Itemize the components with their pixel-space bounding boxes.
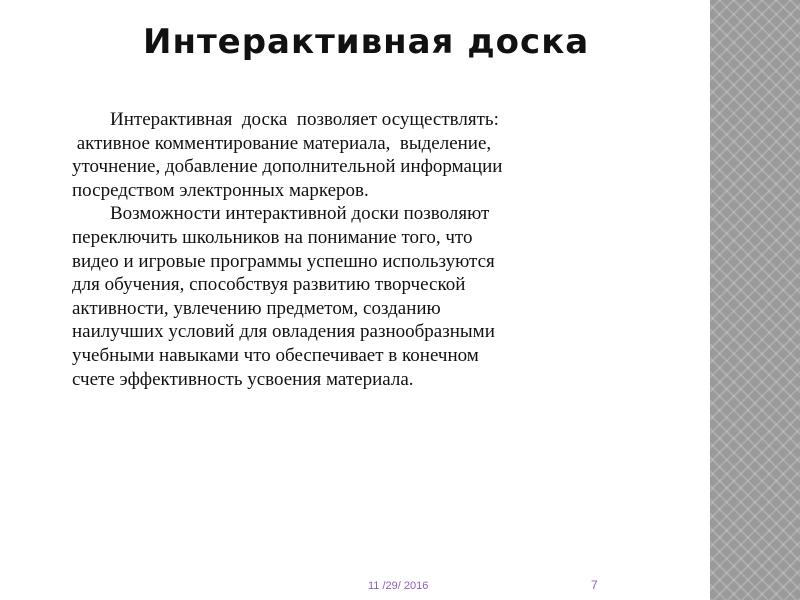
- text-line: Возможности интерактивной доски позволяют: [72, 203, 490, 225]
- slide-body: [72, 108, 652, 391]
- paragraph-2: [72, 202, 652, 391]
- text-line: наилучших условий для овладения разнообразными: [72, 321, 495, 343]
- slide-title: Интерактивная доска: [143, 22, 590, 62]
- text-line: переключить школьников на понимание того, что: [72, 226, 473, 248]
- paragraph-1: [72, 108, 652, 202]
- text-line: счете эффективность усвоения материала.: [72, 368, 414, 390]
- text-line: уточнение, добавление дополнительной информации: [72, 156, 503, 178]
- text-line: учебными навыками что обеспечивает в конечном: [72, 344, 479, 366]
- text-line: видео и игровые программы успешно используются: [72, 250, 495, 272]
- text-line: активное комментирование материала, выделение,: [72, 132, 492, 154]
- text-line: посредством электронных маркеров.: [72, 179, 369, 201]
- footer-page-number: 7: [591, 578, 598, 592]
- decorative-side-band: [710, 0, 800, 600]
- text-line: Интерактивная доска позволяет осуществлять:: [72, 109, 499, 130]
- footer-date: 11 /29/ 2016: [368, 580, 429, 592]
- text-line: для обучения, способствуя развитию творческой: [72, 274, 466, 296]
- text-line: активности, увлечению предметом, созданию: [72, 297, 441, 319]
